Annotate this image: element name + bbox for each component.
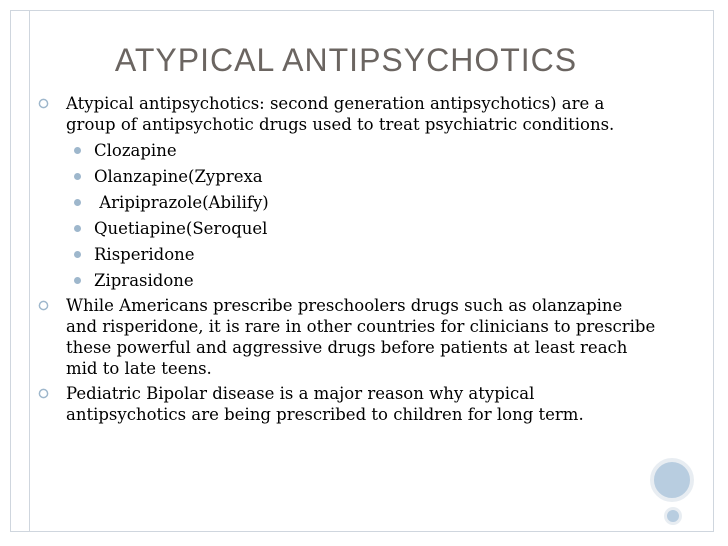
bullet-circle-icon — [38, 300, 49, 311]
sub-bullet-4-text: Quetiapine(Seroquel — [94, 219, 268, 238]
sub-bullet-5-text: Risperidone — [94, 245, 195, 264]
slide-content — [38, 93, 658, 425]
slide-title: ATYPICAL ANTIPSYCHOTICS — [114, 42, 578, 78]
sub-bullet-dot-icon — [74, 251, 81, 258]
sub-bullet-4 — [38, 218, 658, 239]
sub-bullet-dot-icon — [74, 277, 81, 284]
bullet-circle-icon — [38, 98, 49, 109]
sub-bullet-5 — [38, 244, 658, 265]
decorative-circle-large — [650, 458, 694, 502]
sub-bullet-2-text: Olanzapine(Zyprexa — [94, 167, 263, 186]
sub-bullet-2 — [38, 166, 658, 187]
sub-bullet-1-text: Clozapine — [94, 141, 177, 160]
sub-bullet-3 — [38, 192, 658, 213]
left-rule-line — [29, 10, 30, 532]
sub-bullet-6-text: Ziprasidone — [94, 271, 194, 290]
sub-bullet-6 — [38, 270, 658, 291]
bullet-3-text: Pediatric Bipolar disease is a major reason why atypical antipsychotics are being prescribed to children for long term. — [66, 384, 584, 424]
sub-bullet-1 — [38, 140, 658, 161]
sub-bullet-dot-icon — [74, 147, 81, 154]
bullet-3 — [38, 383, 658, 425]
decorative-circle-small — [664, 507, 682, 525]
bullet-1-text: Atypical antipsychotics: second generation antipsychotics) are a group of antipsychotic drugs used to treat psychiatric conditions. — [66, 94, 615, 134]
bullet-2-text: While Americans prescribe preschoolers drugs such as olanzapine and risperidone, it is rare in other countries for clinicians to prescribe these powerful and aggressive drugs before patients at least reach mid to late teens. — [66, 296, 656, 378]
bullet-circle-icon — [38, 388, 49, 399]
sub-bullet-3-text: Aripiprazole(Abilify) — [94, 193, 269, 212]
bullet-1 — [38, 93, 658, 135]
sub-bullet-dot-icon — [74, 173, 81, 180]
sub-bullet-dot-icon — [74, 225, 81, 232]
bullet-2 — [38, 295, 658, 379]
sub-bullet-dot-icon — [74, 199, 81, 206]
